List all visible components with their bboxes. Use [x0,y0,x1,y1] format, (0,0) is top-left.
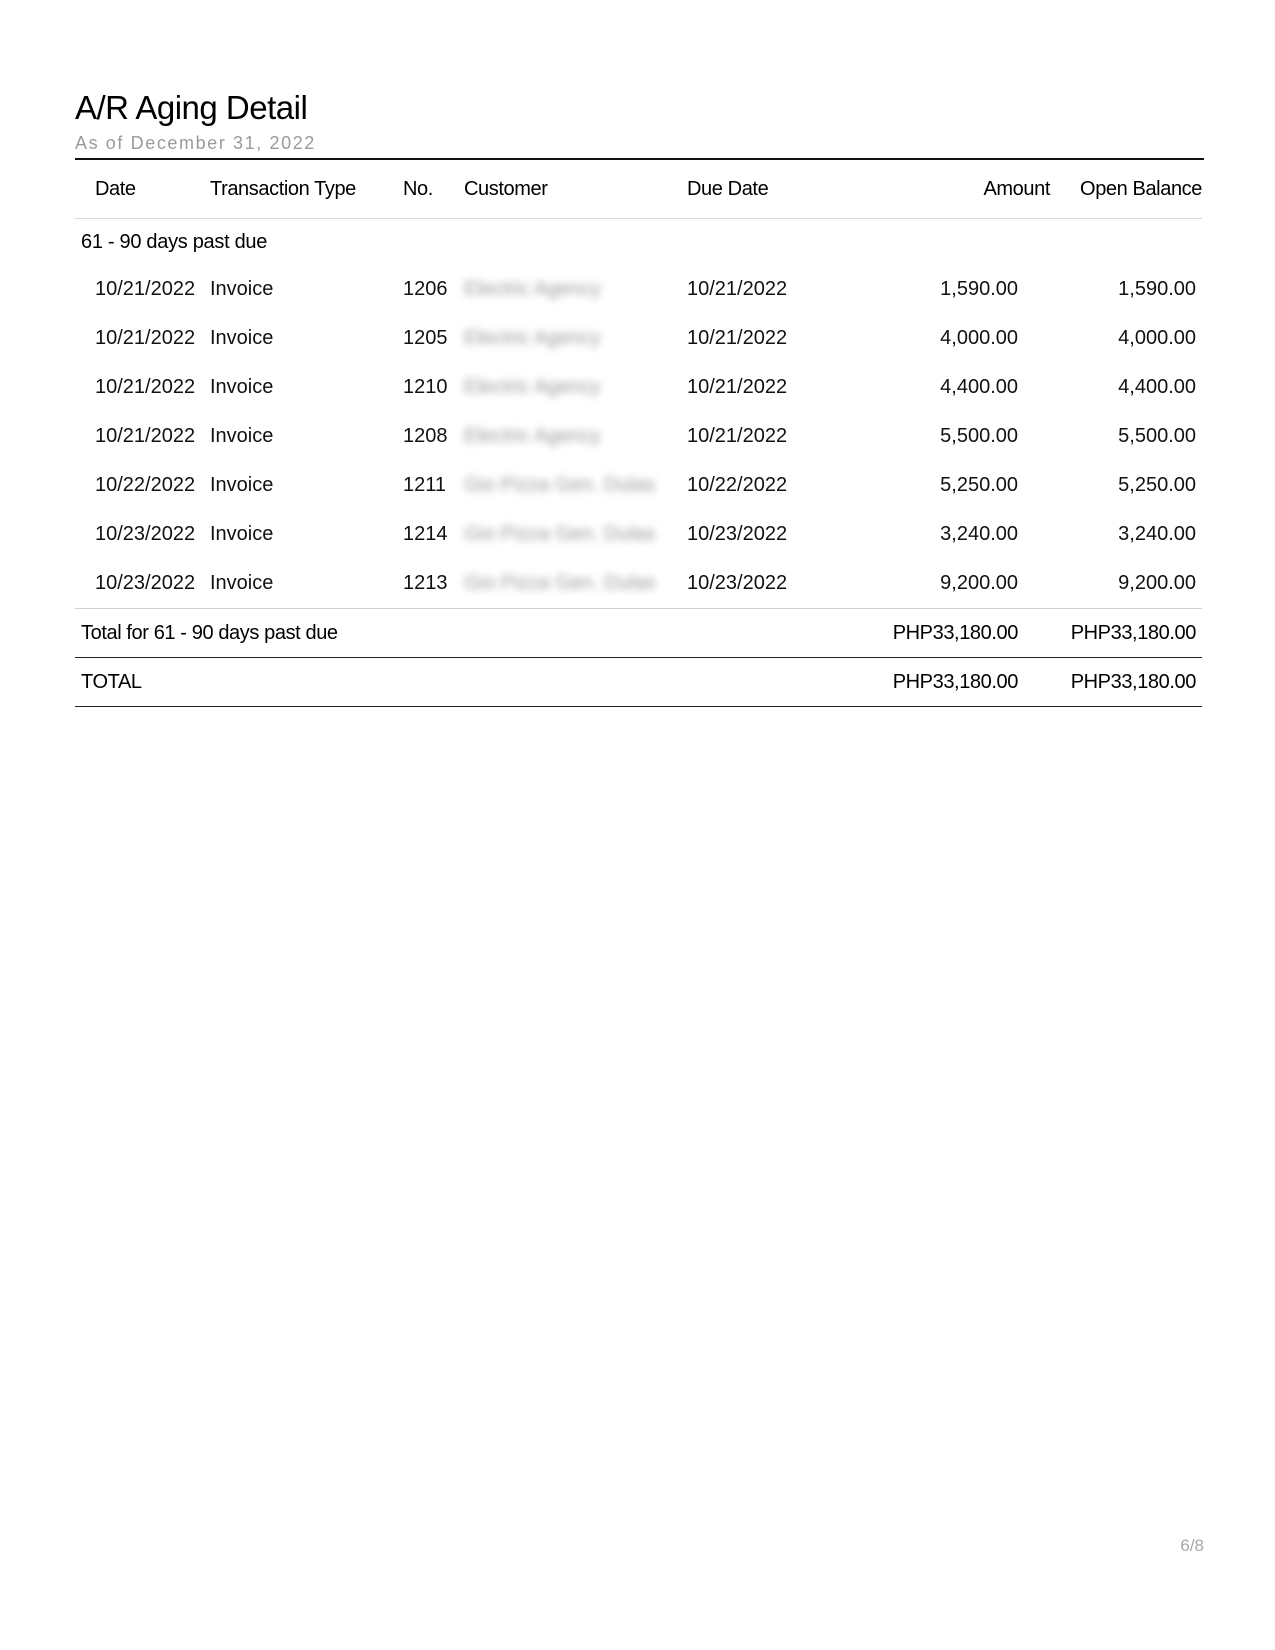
cell-customer [464,559,687,609]
cell-customer [464,510,687,559]
cell-date: 10/21/2022 [95,376,196,398]
cell-no: 1214 [403,523,448,545]
col-header-amount: Amount [837,160,1050,219]
page-number: 6/8 [1180,1536,1204,1555]
customer-name-redacted: Electric Agency [464,278,601,300]
cell-type: Invoice [210,474,274,496]
col-header-transaction-type: Transaction Type [210,160,403,219]
cell-date: 10/21/2022 [95,425,196,447]
cell-due-date: 10/21/2022 [687,376,788,398]
grand-total-amount: PHP33,180.00 [837,658,1050,707]
cell-type: Invoice [210,278,274,300]
cell-due-date: 10/22/2022 [687,474,788,496]
report-subtitle: As of December 31, 2022 [75,133,316,153]
cell-customer [464,265,687,314]
report-page [75,88,1204,707]
cell-date: 10/23/2022 [95,572,196,594]
cell-amount: 4,400.00 [940,376,1018,398]
cell-due-date: 10/21/2022 [687,425,788,447]
cell-type: Invoice [210,425,274,447]
customer-name-redacted: Gio Pizza Gen. Dulas [464,523,656,545]
cell-type: Invoice [210,327,274,349]
cell-due-date: 10/21/2022 [687,278,788,300]
cell-date: 10/23/2022 [95,523,196,545]
cell-type: Invoice [210,376,274,398]
cell-date: 10/22/2022 [95,474,196,496]
cell-amount: 9,200.00 [940,572,1018,594]
customer-name-redacted: Electric Agency [464,376,601,398]
cell-open-balance: 9,200.00 [1118,572,1196,594]
cell-customer [464,314,687,363]
table-header-row [75,160,1202,219]
cell-open-balance: 5,500.00 [1118,425,1196,447]
customer-name-redacted: Gio Pizza Gen. Dulas [464,572,656,594]
grand-total-open-balance: PHP33,180.00 [1050,658,1202,707]
table-row [75,559,1202,609]
grand-total-row [75,658,1202,707]
cell-open-balance: 4,400.00 [1118,376,1196,398]
cell-no: 1205 [403,327,448,349]
cell-no: 1210 [403,376,448,398]
col-header-due-date: Due Date [687,160,837,219]
col-header-open-balance: Open Balance [1050,160,1202,219]
cell-due-date: 10/23/2022 [687,572,788,594]
table-row [75,510,1202,559]
col-header-date: Date [75,160,210,219]
aging-table [75,160,1202,707]
cell-open-balance: 4,000.00 [1118,327,1196,349]
cell-due-date: 10/21/2022 [687,327,788,349]
cell-open-balance: 5,250.00 [1118,474,1196,496]
table-row [75,314,1202,363]
table-row [75,363,1202,412]
col-header-no: No. [403,160,464,219]
cell-customer [464,412,687,461]
table-row [75,265,1202,314]
report-title: A/R Aging Detail [75,89,308,126]
cell-due-date: 10/23/2022 [687,523,788,545]
cell-open-balance: 3,240.00 [1118,523,1196,545]
cell-amount: 5,250.00 [940,474,1018,496]
cell-customer [464,363,687,412]
group-total-amount: PHP33,180.00 [837,609,1050,658]
cell-amount: 1,590.00 [940,278,1018,300]
grand-total-label: TOTAL [75,658,837,707]
cell-type: Invoice [210,572,274,594]
group-header-row [75,219,1202,266]
customer-name-redacted: Gio Pizza Gen. Dulas [464,474,656,496]
cell-amount: 3,240.00 [940,523,1018,545]
cell-no: 1211 [403,474,447,496]
table-row [75,461,1202,510]
customer-name-redacted: Electric Agency [464,425,601,447]
table-row [75,412,1202,461]
cell-type: Invoice [210,523,274,545]
cell-date: 10/21/2022 [95,278,196,300]
group-total-open-balance: PHP33,180.00 [1050,609,1202,658]
cell-no: 1213 [403,572,448,594]
cell-open-balance: 1,590.00 [1118,278,1196,300]
group-total-label: Total for 61 - 90 days past due [75,609,837,658]
customer-name-redacted: Electric Agency [464,327,601,349]
cell-date: 10/21/2022 [95,327,196,349]
cell-customer [464,461,687,510]
cell-no: 1208 [403,425,448,447]
col-header-customer: Customer [464,160,687,219]
cell-amount: 4,000.00 [940,327,1018,349]
cell-amount: 5,500.00 [940,425,1018,447]
cell-no: 1206 [403,278,448,300]
group-label: 61 - 90 days past due [81,230,268,253]
group-total-row [75,609,1202,658]
